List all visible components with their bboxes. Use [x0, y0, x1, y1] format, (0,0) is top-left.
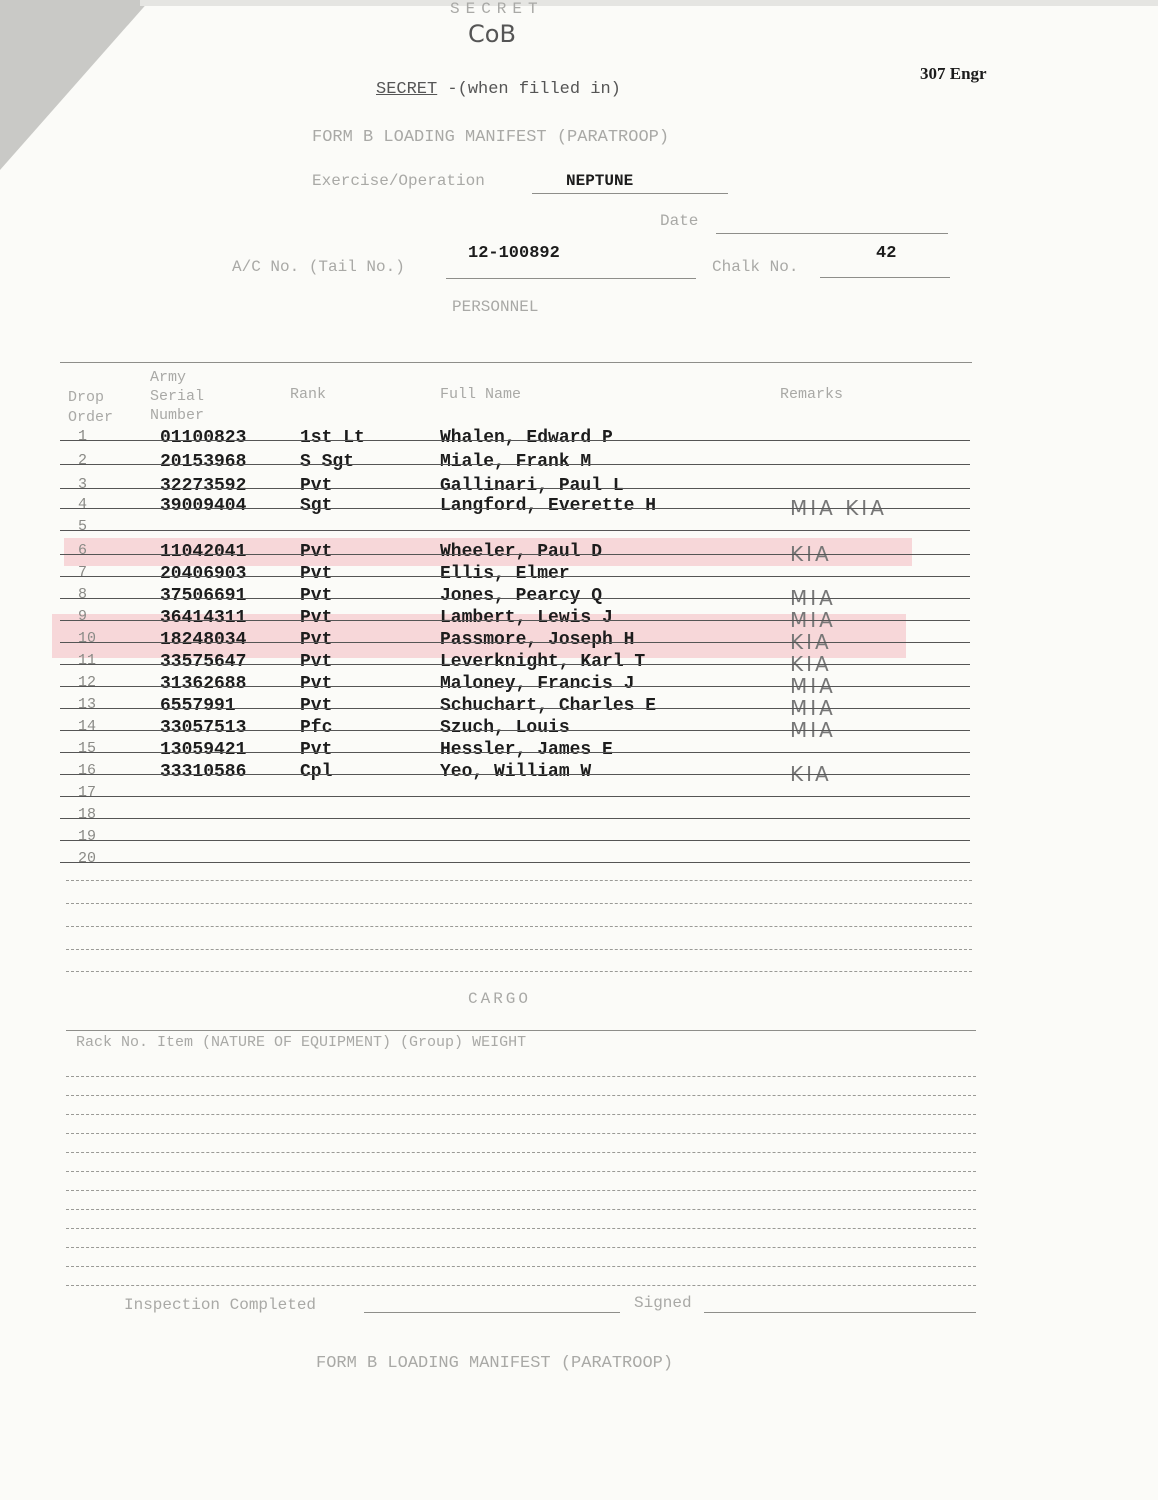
table-row [0, 652, 1158, 674]
top-stamp: SECRET [450, 0, 544, 18]
row-rule [60, 840, 970, 841]
remark: MIA [790, 586, 836, 610]
drop-order: 13 [78, 696, 97, 713]
drop-order: 17 [78, 784, 97, 801]
row-rule [60, 752, 970, 753]
row-rule [60, 708, 970, 709]
cargo-line [66, 1171, 976, 1172]
remark: KIA [790, 630, 832, 654]
table-row [0, 740, 1158, 762]
cargo-line [66, 1076, 976, 1077]
blank-line [66, 949, 972, 950]
footer-form-title: FORM B LOADING MANIFEST (PARATROOP) [316, 1354, 674, 1373]
rank: Pfc [300, 718, 333, 738]
cargo-line [66, 1247, 976, 1248]
drop-order: 5 [78, 518, 88, 535]
row-rule [60, 440, 970, 441]
rank: Cpl [300, 762, 333, 782]
cargo-line [66, 1114, 976, 1115]
row-rule [60, 464, 970, 465]
row-rule [60, 598, 970, 599]
drop-order: 11 [78, 652, 97, 669]
row-rule [60, 576, 970, 577]
full-name: Whalen, Edward P [440, 428, 613, 448]
table-row [0, 828, 1158, 850]
row-rule [60, 508, 970, 509]
serial-number: 20406903 [160, 564, 247, 584]
table-row [0, 630, 1158, 652]
aircraft-value: 12-100892 [468, 244, 560, 263]
signed-underline [704, 1312, 976, 1313]
table-row [0, 718, 1158, 740]
drop-order: 7 [78, 564, 88, 581]
drop-order: 4 [78, 496, 88, 513]
rank: 1st Lt [300, 428, 365, 448]
remark: MIA [790, 718, 836, 742]
row-rule [60, 730, 970, 731]
cargo-line [66, 1133, 976, 1134]
drop-order: 3 [78, 476, 88, 493]
header-order-line1: Drop [68, 389, 105, 406]
row-rule [60, 818, 970, 819]
row-rule [60, 530, 970, 531]
classification-suffix: -(when filled in) [447, 80, 621, 99]
row-rule [60, 686, 970, 687]
full-name: Hessler, James E [440, 740, 613, 760]
remark: MIA [790, 696, 836, 720]
full-name: Wheeler, Paul D [440, 542, 603, 562]
cargo-line [66, 1266, 976, 1267]
table-row [0, 850, 1158, 872]
table-row [0, 586, 1158, 608]
drop-order: 19 [78, 828, 97, 845]
table-row [0, 452, 1158, 474]
serial-number: 6557991 [160, 696, 236, 716]
serial-number: 31362688 [160, 674, 247, 694]
remark: MIA [790, 608, 836, 632]
blank-line [66, 971, 972, 972]
aircraft-label: A/C No. (Tail No.) [232, 258, 405, 276]
table-row [0, 696, 1158, 718]
header-serial-line3: Number [150, 407, 205, 424]
remark: KIA [790, 762, 832, 786]
full-name: Miale, Frank M [440, 452, 592, 472]
inspection-underline [364, 1312, 620, 1313]
row-rule [60, 862, 970, 863]
serial-number: 13059421 [160, 740, 247, 760]
full-name: Jones, Pearcy Q [440, 586, 603, 606]
serial-number: 01100823 [160, 428, 247, 448]
row-rule [60, 664, 970, 665]
remark: KIA [790, 542, 832, 566]
table-row [0, 542, 1158, 564]
header-serial-line2: Serial [150, 388, 205, 405]
cargo-title: CARGO [468, 990, 532, 1008]
drop-order: 6 [78, 542, 88, 559]
header-remarks: Remarks [780, 386, 844, 403]
rank: Pvt [300, 564, 333, 584]
blank-line [66, 903, 972, 904]
handwritten-mark: CoB [468, 20, 516, 48]
row-rule [60, 774, 970, 775]
signed-label: Signed [634, 1294, 692, 1312]
drop-order: 16 [78, 762, 97, 779]
serial-number: 37506691 [160, 586, 247, 606]
serial-number: 33575647 [160, 652, 247, 672]
full-name: Ellis, Elmer [440, 564, 570, 584]
full-name: Langford, Everette H [440, 496, 657, 516]
drop-order: 2 [78, 452, 88, 469]
full-name: Gallinari, Paul L [440, 476, 624, 496]
drop-order: 14 [78, 718, 97, 735]
full-name: Schuchart, Charles E [440, 696, 657, 716]
chalk-value: 42 [876, 244, 897, 263]
serial-number: 11042041 [160, 542, 247, 562]
exercise-label: Exercise/Operation [312, 172, 485, 190]
cargo-line [66, 1285, 976, 1286]
cargo-line [66, 1228, 976, 1229]
row-rule [60, 642, 970, 643]
full-name: Lambert, Lewis J [440, 608, 613, 628]
header-rank: Rank [290, 386, 327, 403]
drop-order: 20 [78, 850, 97, 867]
drop-order: 15 [78, 740, 97, 757]
cargo-line [66, 1190, 976, 1191]
row-rule [60, 620, 970, 621]
inspection-label: Inspection Completed [124, 1296, 317, 1314]
remark: MIA KIA [790, 496, 887, 520]
serial-number: 18248034 [160, 630, 247, 650]
serial-number: 20153968 [160, 452, 247, 472]
cargo-line [66, 1152, 976, 1153]
drop-order: 9 [78, 608, 88, 625]
cargo-headers: Rack No. Item (NATURE OF EQUIPMENT) (Group) WEIGHT [76, 1034, 527, 1051]
drop-order: 8 [78, 586, 88, 603]
serial-number: 36414311 [160, 608, 247, 628]
rank: Pvt [300, 608, 333, 628]
date-label: Date [660, 212, 699, 230]
full-name: Maloney, Francis J [440, 674, 635, 694]
header-order-line2: Order [68, 409, 114, 426]
blank-line [66, 926, 972, 927]
unit-label: 307 Engr [920, 64, 987, 83]
rank: Sgt [300, 496, 333, 516]
serial-number: 33057513 [160, 718, 247, 738]
row-rule [60, 554, 970, 555]
table-row [0, 806, 1158, 828]
full-name: Szuch, Louis [440, 718, 570, 738]
rank: Pvt [300, 586, 333, 606]
row-rule [60, 796, 970, 797]
serial-number: 33310586 [160, 762, 247, 782]
drop-order: 1 [78, 428, 88, 445]
table-row [0, 564, 1158, 586]
rank: Pvt [300, 674, 333, 694]
cargo-top-rule [66, 1030, 976, 1031]
rank: Pvt [300, 652, 333, 672]
serial-number: 39009404 [160, 496, 247, 516]
chalk-label: Chalk No. [712, 258, 799, 276]
blank-line [66, 880, 972, 881]
table-row [0, 428, 1158, 450]
rank: Pvt [300, 740, 333, 760]
cargo-line [66, 1209, 976, 1210]
form-title: FORM B LOADING MANIFEST (PARATROOP) [312, 128, 670, 147]
rank: S Sgt [300, 452, 355, 472]
classification: SECRET [376, 80, 438, 99]
table-row [0, 518, 1158, 540]
table-row [0, 674, 1158, 696]
table-row [0, 476, 1158, 498]
table-row [0, 496, 1158, 518]
rank: Pvt [300, 696, 333, 716]
rank: Pvt [300, 476, 333, 496]
table-row [0, 784, 1158, 806]
drop-order: 10 [78, 630, 97, 647]
rank: Pvt [300, 630, 333, 650]
rank: Pvt [300, 542, 333, 562]
table-row [0, 762, 1158, 784]
remark: KIA [790, 652, 832, 676]
full-name: Passmore, Joseph H [440, 630, 635, 650]
header-name: Full Name [440, 386, 522, 403]
remark: MIA [790, 674, 836, 698]
drop-order: 18 [78, 806, 97, 823]
exercise-value: NEPTUNE [566, 172, 634, 190]
header-serial-line1: Army [150, 369, 187, 386]
personnel-label: PERSONNEL [452, 298, 539, 316]
row-rule [60, 488, 970, 489]
drop-order: 12 [78, 674, 97, 691]
full-name: Yeo, William W [440, 762, 592, 782]
serial-number: 32273592 [160, 476, 247, 496]
table-row [0, 608, 1158, 630]
cargo-line [66, 1095, 976, 1096]
full-name: Leverknight, Karl T [440, 652, 646, 672]
